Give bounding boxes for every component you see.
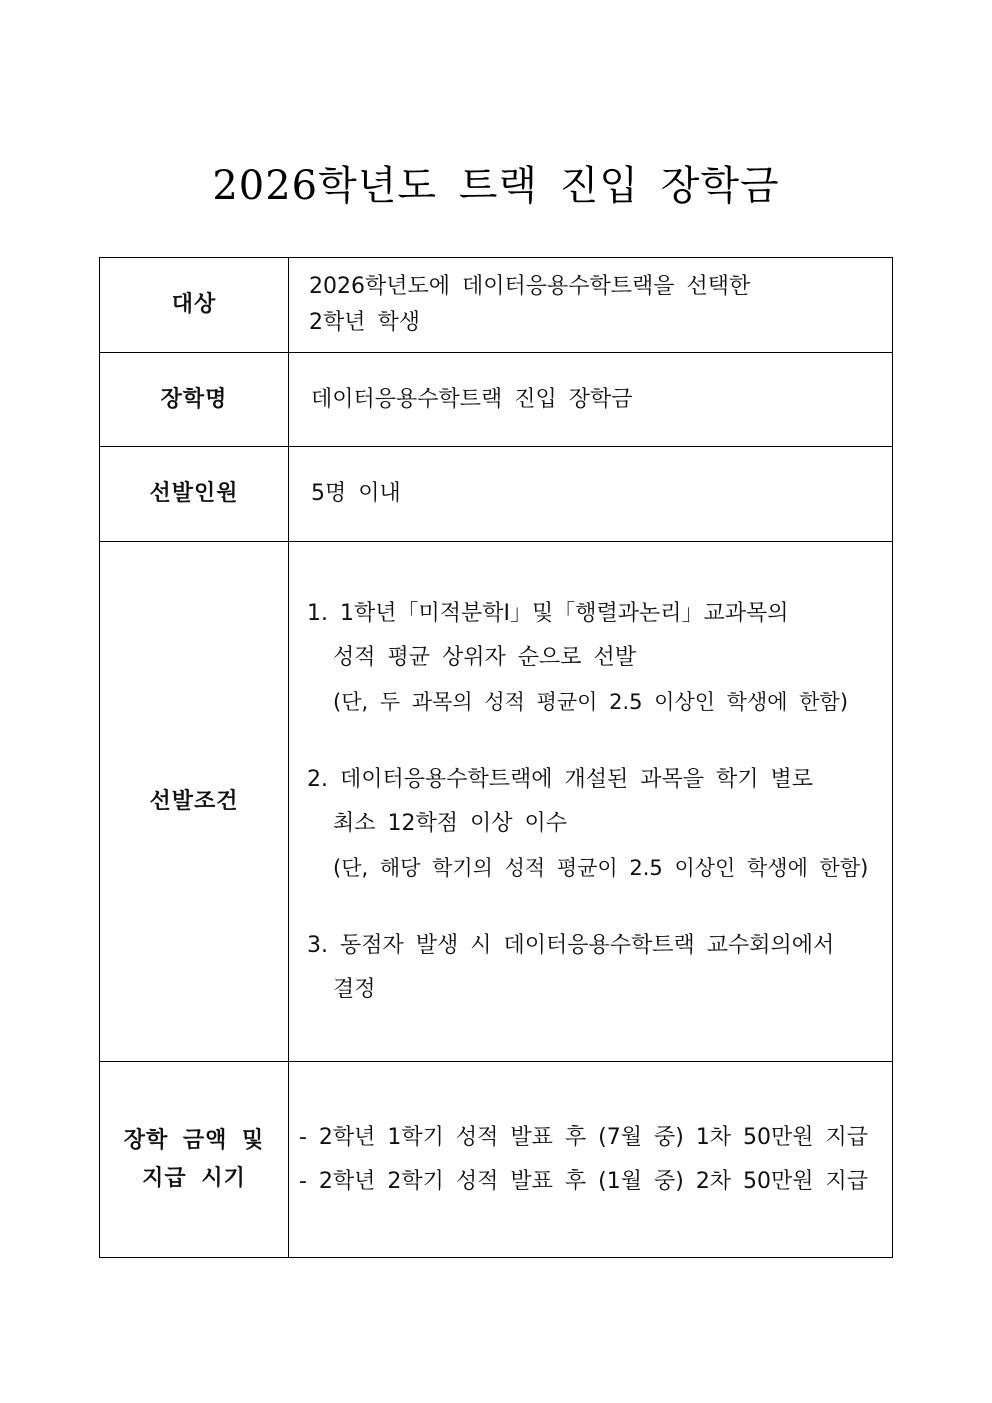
target-line-1: 2026학년도에 데이터응용수학트랙을 선택한 — [309, 274, 751, 299]
condition-1-note: (단, 두 과목의 성적 평균이 2.5 이상인 학생에 한함) — [333, 689, 849, 714]
label-name: 장학명 — [100, 353, 289, 447]
document-title: 2026학년도 트랙 진입 장학금 — [212, 163, 780, 209]
payment-label-line-1: 장학 금액 및 — [123, 1127, 265, 1153]
condition-3-line-2: 결정 — [333, 976, 376, 1002]
label-count: 선발인원 — [100, 447, 289, 542]
condition-1-line-1: 1. 1학년「미적분학I」및「행렬과논리」교과목의 — [307, 600, 789, 626]
condition-item — [307, 592, 884, 724]
row-name — [100, 353, 893, 447]
row-count — [100, 447, 893, 542]
scholarship-info-table — [99, 257, 893, 1258]
label-conditions: 선발조건 — [100, 542, 289, 1062]
label-target: 대상 — [100, 258, 289, 353]
condition-3-line-1: 3. 동점자 발생 시 데이터응용수학트랙 교수회의에서 — [307, 932, 835, 958]
condition-item — [307, 924, 884, 1012]
row-payment — [100, 1062, 893, 1258]
label-payment — [100, 1062, 289, 1258]
row-conditions — [100, 542, 893, 1062]
row-target — [100, 258, 893, 353]
payment-label-line-2: 지급 시기 — [142, 1165, 246, 1191]
target-line-2: 2학년 학생 — [309, 310, 420, 335]
condition-1-line-2: 성적 평균 상위자 순으로 선발 — [333, 644, 636, 670]
value-name: 데이터응용수학트랙 진입 장학금 — [289, 353, 893, 447]
condition-item — [307, 758, 884, 890]
value-count: 5명 이내 — [289, 447, 893, 542]
condition-2-note: (단, 해당 학기의 성적 평균이 2.5 이상인 학생에 한함) — [333, 855, 869, 880]
payment-line-1: - 2학년 1학기 성적 발표 후 (7월 중) 1차 50만원 지급 — [299, 1124, 869, 1150]
payment-line-2: - 2학년 2학기 성적 발표 후 (1월 중) 2차 50만원 지급 — [299, 1168, 869, 1194]
value-conditions — [289, 542, 893, 1062]
value-payment — [289, 1062, 893, 1258]
condition-2-line-1: 2. 데이터응용수학트랙에 개설된 과목을 학기 별로 — [307, 766, 813, 792]
value-target — [289, 258, 893, 353]
condition-2-line-2: 최소 12학점 이상 이수 — [333, 810, 567, 836]
